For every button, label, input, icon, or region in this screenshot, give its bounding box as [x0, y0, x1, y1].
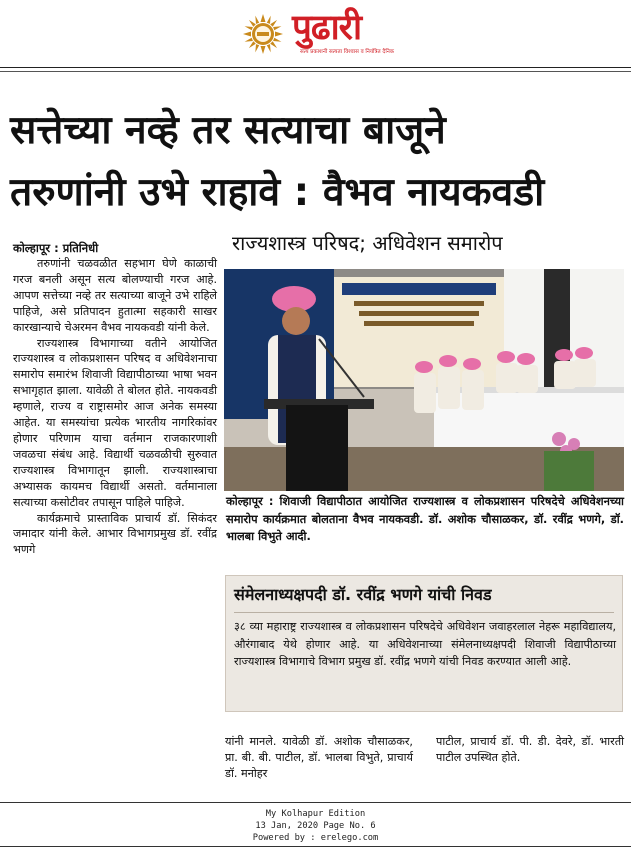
masthead	[0, 0, 631, 66]
edition-date-page: 13 Jan, 2020 Page No. 6	[255, 821, 376, 831]
article-headline	[10, 100, 625, 224]
sidebar-news-box	[225, 575, 623, 712]
edition-footer	[0, 808, 631, 844]
article-subheadline: राज्यशास्त्र परिषद; अधिवेशन समारोप	[232, 231, 503, 255]
masthead-rule-secondary	[0, 71, 631, 72]
paragraph-1: तरुणांनी चळवळीत सहभाग घेणे काळाची गरज बनली असून सत्य बोलण्याची गरज आहे. आपण सत्तेच्या नव्हे तर सत्याच्या बाजूने उभे राहिले पाहिजे, असे प्रतिपादन हुतात्मा सहकारी साखर कारखान्याचे चेअरमन वैभव नायकवडी यांनी केले.	[13, 257, 217, 334]
edition-name: My Kolhapur Edition	[265, 809, 366, 819]
brand-logo: पुढारी	[292, 8, 362, 48]
article-body-right-column: पाटील, प्राचार्य डॉ. पी. डी. देवरे, डॉ. भारती पाटील उपस्थित होते.	[436, 735, 624, 764]
article-body-middle-column: यांनी मानले. यावेळी डॉ. अशोक चौसाळकर, प्रा. बी. बी. पाटील, डॉ. भालबा विभुते, प्राचार्य डॉ. मनोहर	[225, 735, 413, 780]
box-title: संमेलनाध्यक्षपदी डॉ. रवींद्र भणगे यांची निवड	[234, 585, 492, 604]
box-text: ३८ व्या महाराष्ट्र राज्यशास्त्र व लोकप्रशासन परिषदेचे अधिवेशन जवाहरलाल नेहरू महाविद्यालय, औरंगाबाद येथे होणार आहे. या अधिवेशनाच्या संमेलनाध्यक्षपदी शिवाजी विद्यापीठाच्या राज्यशास्त्र विभागाचे विभाग प्रमुख डॉ. रवींद्र भणगे यांची निवड करण्यात आली आहे.	[234, 620, 616, 668]
headline-line-2: तरुणांनी उभे राहावे : वैभव नायकवडी	[10, 170, 545, 215]
box-divider	[234, 612, 614, 613]
footer-rule-bottom	[0, 846, 631, 847]
sun-emblem-icon	[243, 14, 283, 54]
photo-caption: कोल्हापूर : शिवाजी विद्यापीठात आयोजित राज्यशास्त्र व लोकप्रशासन परिषदेचे अधिवेशनच्या समारोप कार्यक्रमात बोलताना वैभव नायकवडी. डॉ. अशोक चौसाळकर, डॉ. रवींद्र भणगे, डॉ. भालबा विभुते आदी.	[226, 494, 624, 543]
masthead-rule	[0, 67, 631, 68]
footer-rule	[0, 802, 631, 803]
event-photo	[224, 269, 624, 491]
headline-line-1: सत्तेच्या नव्हे तर सत्याचा बाजूने	[10, 108, 446, 153]
paragraph-3: कार्यक्रमाचे प्रास्ताविक प्राचार्य डॉ. सिकंदर जमादार यांनी केले. आभार विभागप्रमुख डॉ. रवींद्र भणगे	[13, 511, 217, 557]
article-body-left-column	[13, 240, 217, 558]
brand-tagline: सत्य प्रकाशनी सत्यता विश्वास व नियंत्रित दैनिक	[300, 49, 395, 55]
dateline: कोल्हापूर : प्रतिनिधी	[13, 241, 99, 255]
powered-by: Powered by : erelego.com	[252, 833, 379, 843]
paragraph-2: राज्यशास्त्र विभागाच्या वतीने आयोजित राज्यशास्त्र व लोकप्रशासन परिषद व अधिवेशनाचा समारोप समारंभ शिवाजी विद्यापीठाच्या भाषा भवन सभागृहात झाला. यावेळी ते बोलत होते. नायकवडी म्हणाले, राज्य व राष्ट्रासमोर आज अनेक समस्या आहेत. या समस्यांचा प्रत्येक भारतीय नागरिकांवर होणार परिणाम याचा वर्तमान राजकारणाशी जवळचा संबंध आहे. विद्यार्थी चळवळीची सुरुवात राज्यशास्त्र विभागातून झाली. राज्यशास्त्राचा अभ्यासक कायमच विद्यार्थी असतो. वर्तमानाला सत्याच्या कसोटीवर तपासून पाहिले पाहिजे.	[13, 336, 217, 509]
